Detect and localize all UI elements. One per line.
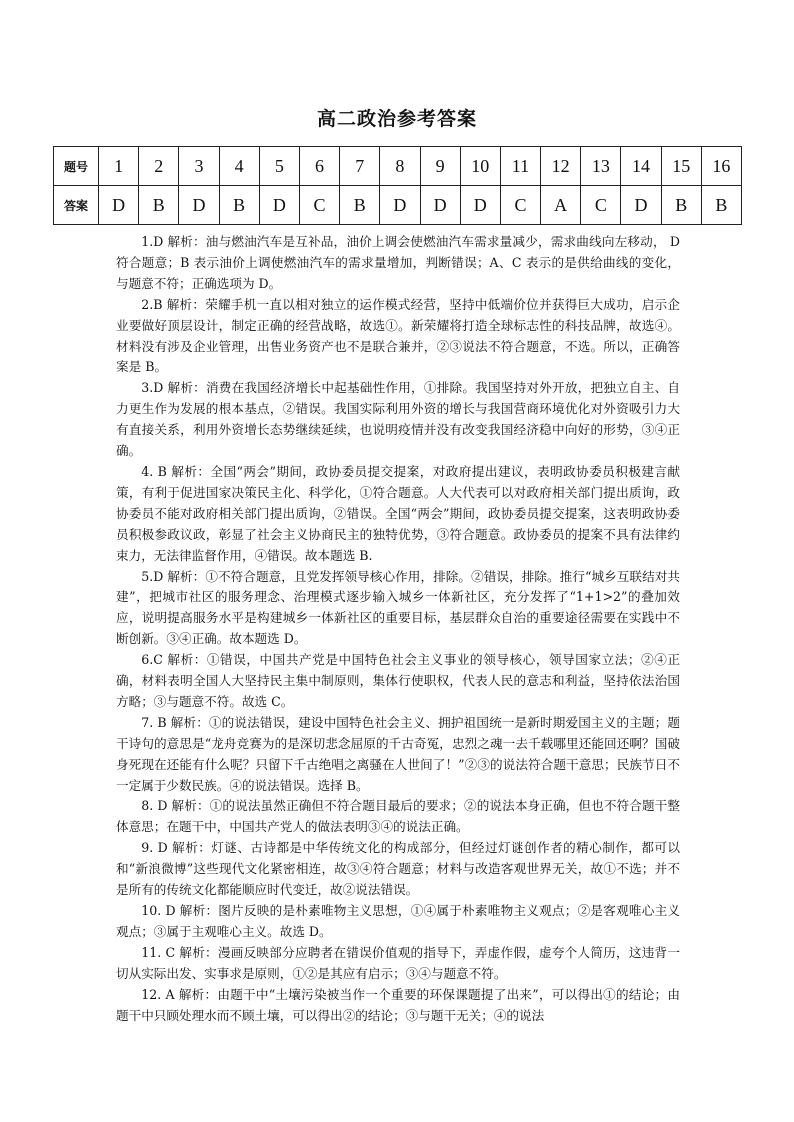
explanation-paragraph-q4: 4. B 解析：全国“两会”期间，政协委员提交提案，对政府提出建议，表明政协委员积极建言献策，有利于促进国家决策民主化、科学化，①符合题意。人大代表可以对政府相关部门提出质询，政协委员不能对政府相关部门提出质询，②错误。全国“两会”期间，政协委员提交提案，这表明政协委员积极参政议政，彰显了社会主义协商民主的独特优势，③符合题意。政协委员的提案不具有法律约束力，无法律监督作用，④错误。故本题选 B. bbox=[116, 463, 680, 563]
answer-row bbox=[54, 186, 742, 225]
explanation-paragraph-q6: 6.C 解析：①错误，中国共产党是中国特色社会主义事业的领导核心，领导国家立法；②④正确，材料表明全国人大坚持民主集中制原则，集体行使职权，代表人民的意志和利益，坚持依法治国方略；③与题意不符。故选 C。 bbox=[116, 652, 680, 709]
explanation-paragraph-q10: 10. D 解析：图片反映的是朴素唯物主义思想，①④属于朴素唯物主义观点；②是客观唯心主义观点；③属于主观唯心主义。故选 D。 bbox=[116, 903, 680, 939]
explanation-paragraph-q12: 12. A 解析：由题干中“土壤污染被当作一个重要的环保课题提了出来”，可以得出①的结论；由题干中只顾处理水而不顾土壤，可以得出②的结论；③与题干无关；④的说法 bbox=[116, 986, 680, 1023]
answer-cell: C bbox=[299, 186, 339, 225]
answer-cell: C bbox=[500, 186, 540, 225]
question-number-row bbox=[54, 147, 742, 186]
answer-cell: B bbox=[139, 186, 179, 225]
question-number-cell: 5 bbox=[259, 147, 299, 186]
answer-table bbox=[53, 146, 742, 225]
answer-cell: D bbox=[259, 186, 299, 225]
question-number-cell: 9 bbox=[420, 147, 460, 186]
explanation-paragraph-q9: 9. D 解析：灯谜、古诗都是中华传统文化的构成部分，但经过灯谜创作者的精心制作，都可以和“新浪微博”这些现代文化紧密相连，故③④符合题意；材料与改造客观世界无关，故①不选；并不是所有的传统文化都能顺应时代变迁，故②说法错误。 bbox=[116, 840, 680, 898]
explanation-paragraph-q8: 8. D 解析：①的说法虽然正确但不符合题目最后的要求；②的说法本身正确，但也不符合题干整体意思；在题干中，中国共产党人的做法表明③④的说法正确。 bbox=[116, 798, 680, 835]
answer-cell: D bbox=[460, 186, 500, 225]
question-number-cell: 11 bbox=[500, 147, 540, 186]
question-number-cell: 10 bbox=[460, 147, 500, 186]
answer-cell: B bbox=[219, 186, 259, 225]
question-number-cell: 8 bbox=[380, 147, 420, 186]
question-number-cell: 13 bbox=[581, 147, 621, 186]
question-number-cell: 16 bbox=[701, 147, 741, 186]
page-title: 高二政治参考答案 bbox=[316, 108, 477, 130]
answer-cell: B bbox=[701, 186, 741, 225]
question-number-cell: 12 bbox=[541, 147, 581, 186]
explanation-paragraph-q7: 7. B 解析：①的说法错误，建设中国特色社会主义、拥护祖国统一是新时期爱国主义的主题；题干诗句的意思是“龙舟竞赛为的是深切悲念屈原的千古奇冤，忠烈之魂一去千载哪里还能回还啊？国破身死现在还能有什么呢？只留下千古绝唱之离骚在人世间了！”②③的说法符合题干意思；民族节日不一定属于少数民族。④的说法错误。选择 B。 bbox=[116, 714, 680, 793]
explanation-paragraph-q11: 11. C 解析：漫画反映部分应聘者在错误价值观的指导下，弄虚作假，虚夸个人简历，这违背一切从实际出发、实事求是原则，①②是其应有启示；③④与题意不符。 bbox=[116, 944, 680, 981]
explanation-body bbox=[116, 232, 680, 1026]
answer-cell: D bbox=[621, 186, 661, 225]
explanation-paragraph-q1: 1.D 解析：油与燃油汽车是互补品，油价上调会使燃油汽车需求量减少，需求曲线向左移动， D 符合题意；B 表示油价上调使燃油汽车的需求量增加，判断错误；A、C 表示的是供给曲线的变化，与题意不符；正确选项为 D。 bbox=[116, 234, 680, 291]
answer-cell: B bbox=[340, 186, 380, 225]
answer-cell: D bbox=[99, 186, 139, 225]
answer-cell: B bbox=[661, 186, 701, 225]
explanation-paragraph-q2: 2.B 解析：荣耀手机一直以相对独立的运作模式经营，坚持中低端价位并获得巨大成功，启示企业要做好顶层设计，制定正确的经营战略，故选①。新荣耀将打造全球标志性的科技品牌，故选④。材料没有涉及企业管理，出售业务资产也不是联合兼并，②③说法不符合题意，不选。所以，正确答案是 B。 bbox=[116, 296, 680, 375]
question-number-cell: 1 bbox=[99, 147, 139, 186]
answer-cell: C bbox=[581, 186, 621, 225]
question-number-cell: 15 bbox=[661, 147, 701, 186]
answer-cell: D bbox=[420, 186, 460, 225]
explanation-paragraph-q5: 5.D 解析：①不符合题意，且党发挥领导核心作用，排除。②错误，排除。推行“城乡互联结对共建”，把城市社区的服务理念、治理模式逐步输入城乡一体新社区，充分发挥了“1+1>2”的叠加效应，说明提高服务水平是构建城乡一体新社区的重要目标，基层群众自治的重要途径需要在实践中不断创新。③④正确。故本题选 D。 bbox=[116, 568, 680, 647]
answer-cell: D bbox=[179, 186, 219, 225]
question-number-cell: 7 bbox=[340, 147, 380, 186]
question-number-cell: 3 bbox=[179, 147, 219, 186]
row-label-answer: 答案 bbox=[54, 186, 99, 225]
answer-cell: D bbox=[380, 186, 420, 225]
question-number-cell: 6 bbox=[299, 147, 339, 186]
answer-cell: A bbox=[541, 186, 581, 225]
question-number-cell: 2 bbox=[139, 147, 179, 186]
explanation-paragraph-q3: 3.D 解析：消费在我国经济增长中起基础性作用，①排除。我国坚持对外开放，把独立自主、自力更生作为发展的根本基点，②错误。我国实际利用外资的增长与我国营商环境优化对外资吸引力大有直接关系，利用外资增长态势继续延续，也说明疫情并没有改变我国经济稳中向好的形势，③④正确。 bbox=[116, 380, 680, 459]
row-label-question-number: 题号 bbox=[54, 147, 99, 186]
question-number-cell: 14 bbox=[621, 147, 661, 186]
question-number-cell: 4 bbox=[219, 147, 259, 186]
